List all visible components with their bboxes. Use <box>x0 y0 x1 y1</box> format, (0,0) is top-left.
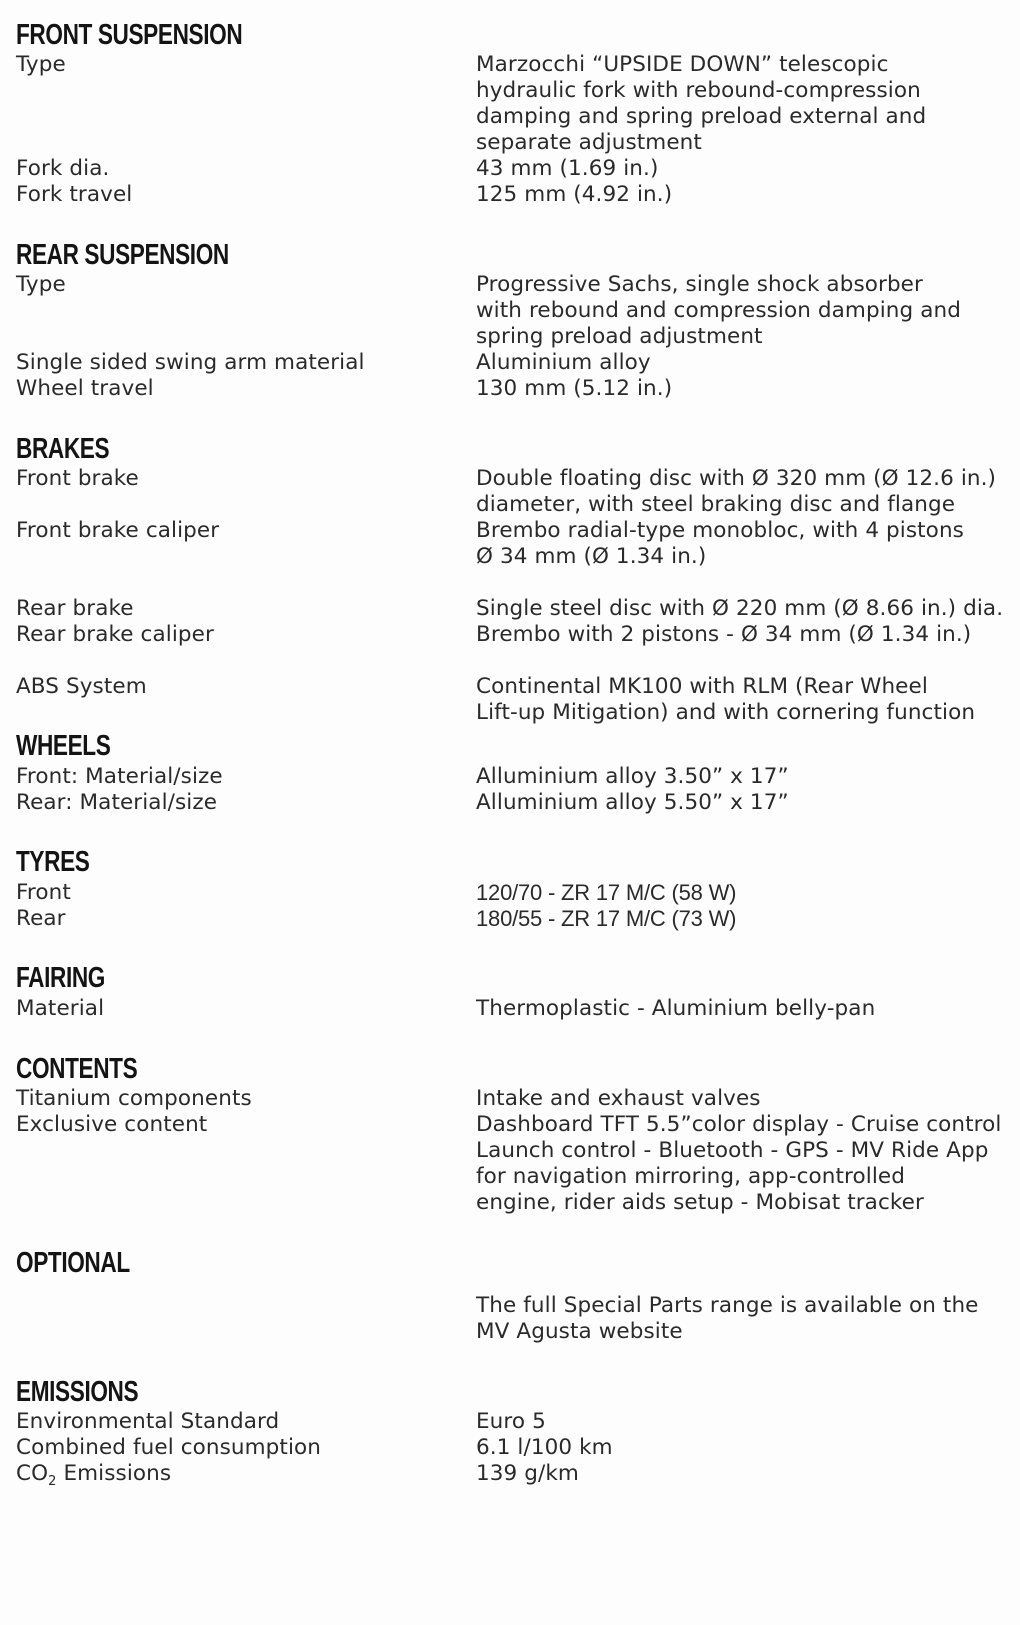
spec-label: Type <box>16 272 66 297</box>
spec-label: Rear: Material/size <box>16 790 218 815</box>
spec-label: Combined fuel consumption <box>16 1435 322 1460</box>
spec-value: Alluminium alloy 5.50” x 17” <box>476 790 789 815</box>
spec-label: Rear <box>16 906 66 931</box>
section-heading-tyres: TYRES <box>16 846 90 878</box>
spec-value: 125 mm (4.92 in.) <box>476 182 673 207</box>
spec-value: Thermoplastic - Aluminium belly-pan <box>476 996 876 1021</box>
spec-label: Environmental Standard <box>16 1409 280 1434</box>
spec-value: Aluminium alloy <box>476 350 651 375</box>
spec-value: Euro 5 <box>476 1409 546 1434</box>
spec-value: The full Special Parts range is available on the MV Agusta website <box>476 1293 979 1344</box>
section-heading-contents: CONTENTS <box>16 1053 138 1085</box>
spec-label: Rear brake caliper <box>16 622 214 647</box>
spec-value: Brembo with 2 pistons - Ø 34 mm (Ø 1.34 in.) <box>476 622 972 647</box>
spec-value: Continental MK100 with RLM (Rear Wheel Lift-up Mitigation) and with cornering function <box>476 674 976 725</box>
spec-label: Front brake <box>16 466 139 491</box>
co2-label-rest: Emissions <box>56 1461 172 1486</box>
spec-value: Intake and exhaust valves <box>476 1086 761 1111</box>
spec-label: Exclusive content <box>16 1112 208 1137</box>
section-heading-rear-suspension: REAR SUSPENSION <box>16 239 229 271</box>
co2-label-subscript: 2 <box>48 1474 57 1489</box>
spec-label: ABS System <box>16 674 147 699</box>
spec-value: Progressive Sachs, single shock absorber with rebound and compression damping and spring preload adjustment <box>476 272 961 349</box>
section-heading-emissions: EMISSIONS <box>16 1376 139 1408</box>
section-heading-fairing: FAIRING <box>16 962 106 994</box>
spec-value: Marzocchi “UPSIDE DOWN” telescopic hydraulic fork with rebound-compression damping and spring preload external and separate adjustment <box>476 52 927 155</box>
section-heading-optional: OPTIONAL <box>16 1247 130 1279</box>
spec-value: Double floating disc with Ø 320 mm (Ø 12.6 in.) diameter, with steel braking disc and flange <box>476 466 997 517</box>
spec-label: Material <box>16 996 105 1021</box>
spec-value: 6.1 l/100 km <box>476 1435 613 1460</box>
spec-label: Front brake caliper <box>16 518 220 543</box>
spec-label: Single sided swing arm material <box>16 350 365 375</box>
spec-label: Front <box>16 880 71 905</box>
spec-value: 139 g/km <box>476 1461 579 1486</box>
spec-value: 180/55 - ZR 17 M/C (73 W) <box>476 906 737 931</box>
spec-label: Rear brake <box>16 596 134 621</box>
section-heading-front-suspension: FRONT SUSPENSION <box>16 19 243 51</box>
spec-value: 120/70 - ZR 17 M/C (58 W) <box>476 880 737 905</box>
spec-label: Titanium components <box>16 1086 252 1111</box>
spec-value: 130 mm (5.12 in.) <box>476 376 673 401</box>
spec-label: Fork dia. <box>16 156 110 181</box>
spec-value: Alluminium alloy 3.50” x 17” <box>476 764 789 789</box>
co2-label-main: CO <box>16 1461 49 1486</box>
spec-value: 43 mm (1.69 in.) <box>476 156 659 181</box>
section-heading-wheels: WHEELS <box>16 730 111 762</box>
spec-label: Type <box>16 52 66 77</box>
spec-label: Wheel travel <box>16 376 154 401</box>
spec-value: Single steel disc with Ø 220 mm (Ø 8.66 in.) dia. <box>476 596 1004 621</box>
spec-value: Dashboard TFT 5.5”color display - Cruise control Launch control - Bluetooth - GPS - MV Ride App for navigation mirroring, app-controlled engine, rider aids setup - Mobisat tracker <box>476 1112 1002 1215</box>
spec-label: Front: Material/size <box>16 764 223 789</box>
spec-label <box>16 1461 436 1487</box>
spec-value: Brembo radial-type monobloc, with 4 pistons Ø 34 mm (Ø 1.34 in.) <box>476 518 964 569</box>
spec-label: Fork travel <box>16 182 133 207</box>
section-heading-brakes: BRAKES <box>16 433 110 465</box>
